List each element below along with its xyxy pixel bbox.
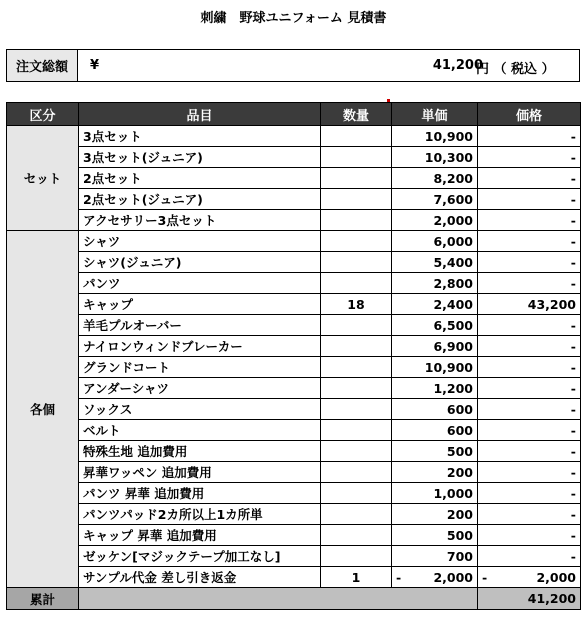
table-row (7, 315, 581, 336)
quantity-cell[interactable] (321, 315, 392, 336)
item-cell[interactable]: アクセサリー3点セット (79, 210, 321, 231)
currency-symbol: ¥ (90, 58, 100, 73)
table-row (7, 189, 581, 210)
item-cell[interactable]: グランドコート (79, 357, 321, 378)
price-cell[interactable]: - (478, 336, 581, 357)
table-row (7, 273, 581, 294)
table-row (7, 504, 581, 525)
order-total-value (78, 50, 579, 81)
item-cell[interactable]: キャップ (79, 294, 321, 315)
unit-price-cell[interactable]: 700 (392, 546, 478, 567)
quantity-cell[interactable] (321, 126, 392, 147)
table-row (7, 294, 581, 315)
order-total-box (6, 49, 580, 82)
price-cell[interactable]: - (478, 399, 581, 420)
unit-price-cell[interactable]: 1,200 (392, 378, 478, 399)
item-cell[interactable]: ナイロンウィンドブレーカー (79, 336, 321, 357)
total-spacer (79, 588, 478, 610)
unit-price-cell[interactable]: 10,900 (392, 126, 478, 147)
category-cell: セット (7, 126, 79, 231)
item-cell[interactable]: パンツパッド2カ所以上1カ所単 (79, 504, 321, 525)
quantity-cell[interactable] (321, 441, 392, 462)
price-cell[interactable]: - (478, 546, 581, 567)
table-row (7, 483, 581, 504)
item-cell[interactable]: ベルト (79, 420, 321, 441)
unit-price-cell[interactable]: 500 (392, 525, 478, 546)
item-cell[interactable]: 3点セット (79, 126, 321, 147)
total-label: 累計 (7, 588, 79, 610)
order-total-label: 注文総額 (7, 50, 78, 81)
order-total-unit: 円 （ 税込 ） (476, 62, 555, 77)
header-price: 価格 (478, 103, 581, 126)
price-cell[interactable]: - (478, 231, 581, 252)
table-row (7, 462, 581, 483)
table-row (7, 441, 581, 462)
quantity-cell[interactable] (321, 462, 392, 483)
price-cell[interactable]: - (478, 525, 581, 546)
item-cell[interactable]: パンツ (79, 273, 321, 294)
price-cell[interactable]: - (478, 273, 581, 294)
table-row (7, 231, 581, 252)
quantity-cell[interactable] (321, 525, 392, 546)
unit-price-cell[interactable]: 2,400 (392, 294, 478, 315)
quantity-cell[interactable] (321, 273, 392, 294)
item-cell[interactable]: ソックス (79, 399, 321, 420)
quantity-cell[interactable] (321, 546, 392, 567)
item-cell[interactable]: 2点セット (79, 168, 321, 189)
table-row (7, 525, 581, 546)
price-cell[interactable]: - (478, 315, 581, 336)
quantity-cell[interactable] (321, 420, 392, 441)
item-cell[interactable]: ゼッケン[マジックテープ加工なし] (79, 546, 321, 567)
price-cell[interactable]: - (478, 483, 581, 504)
item-cell[interactable]: シャツ (79, 231, 321, 252)
estimate-table (6, 102, 581, 610)
table-body (7, 126, 581, 610)
unit-price-cell[interactable]: 200 (392, 462, 478, 483)
table-row (7, 546, 581, 567)
unit-price-cell[interactable]: 6,000 (392, 231, 478, 252)
price-cell[interactable]: - (478, 252, 581, 273)
table-row (7, 336, 581, 357)
quantity-cell[interactable] (321, 168, 392, 189)
table-row (7, 252, 581, 273)
table-row (7, 567, 581, 588)
quantity-cell[interactable] (321, 357, 392, 378)
quantity-cell[interactable]: 18 (321, 294, 392, 315)
price-cell[interactable]: - (478, 210, 581, 231)
table-row (7, 378, 581, 399)
unit-price-cell[interactable]: 8,200 (392, 168, 478, 189)
item-cell[interactable]: 羊毛プルオーバー (79, 315, 321, 336)
total-row (7, 588, 581, 610)
total-value: 41,200 (478, 588, 581, 610)
price-cell[interactable]: 43,200 (478, 294, 581, 315)
category-cell: 各個 (7, 231, 79, 588)
price-cell[interactable]: - (478, 504, 581, 525)
header-item: 品目 (79, 103, 321, 126)
unit-price-cell[interactable]: 10,300 (392, 147, 478, 168)
price-cell[interactable]: - (478, 462, 581, 483)
price-cell[interactable] (478, 567, 581, 588)
quantity-cell[interactable] (321, 210, 392, 231)
item-cell[interactable]: 3点セット(ジュニア) (79, 147, 321, 168)
unit-price-cell[interactable]: 200 (392, 504, 478, 525)
table-row (7, 126, 581, 147)
quantity-cell[interactable] (321, 189, 392, 210)
unit-price-cell[interactable]: 2,800 (392, 273, 478, 294)
table-header-row (7, 103, 581, 126)
item-cell[interactable]: パンツ 昇華 追加費用 (79, 483, 321, 504)
unit-price-cell[interactable]: 1,000 (392, 483, 478, 504)
quantity-cell[interactable] (321, 231, 392, 252)
table-row (7, 399, 581, 420)
price-cell[interactable]: - (478, 441, 581, 462)
unit-price-cell[interactable]: 6,900 (392, 336, 478, 357)
price-cell[interactable]: - (478, 168, 581, 189)
unit-price-cell[interactable]: 6,500 (392, 315, 478, 336)
price-cell[interactable]: - (478, 420, 581, 441)
document-title: 刺繍 野球ユニフォーム 見積書 (200, 11, 387, 26)
price-cell[interactable]: - (478, 378, 581, 399)
item-cell[interactable]: サンプル代金 差し引き返金 (79, 567, 321, 588)
quantity-cell[interactable] (321, 336, 392, 357)
table-row (7, 147, 581, 168)
price-cell[interactable]: - (478, 126, 581, 147)
order-total-amount: 41,200 (432, 58, 483, 73)
minus-sign: - (396, 569, 402, 585)
price-cell[interactable]: - (478, 189, 581, 210)
unit-price-cell[interactable]: 7,600 (392, 189, 478, 210)
unit-price-cell[interactable]: 5,400 (392, 252, 478, 273)
quantity-cell[interactable] (321, 504, 392, 525)
item-cell[interactable]: シャツ(ジュニア) (79, 252, 321, 273)
item-cell[interactable]: 昇華ワッペン 追加費用 (79, 462, 321, 483)
table-row (7, 420, 581, 441)
table-row (7, 357, 581, 378)
unit-price-value: 2,000 (433, 569, 473, 585)
price-value: 2,000 (536, 569, 576, 585)
quantity-cell[interactable] (321, 483, 392, 504)
item-cell[interactable]: キャップ 昇華 追加費用 (79, 525, 321, 546)
unit-price-cell[interactable]: 500 (392, 441, 478, 462)
unit-price-cell[interactable] (392, 567, 478, 588)
quantity-cell[interactable] (321, 399, 392, 420)
table-row (7, 210, 581, 231)
item-cell[interactable]: 2点セット(ジュニア) (79, 189, 321, 210)
quantity-cell[interactable]: 1 (321, 567, 392, 588)
header-quantity: 数量 (321, 103, 392, 126)
quantity-cell[interactable] (321, 378, 392, 399)
quantity-cell[interactable] (321, 252, 392, 273)
unit-price-cell[interactable]: 600 (392, 399, 478, 420)
item-cell[interactable]: アンダーシャツ (79, 378, 321, 399)
header-category: 区分 (7, 103, 79, 126)
item-cell[interactable]: 特殊生地 追加費用 (79, 441, 321, 462)
unit-price-cell[interactable]: 2,000 (392, 210, 478, 231)
quantity-cell[interactable] (321, 147, 392, 168)
table-row (7, 168, 581, 189)
unit-price-cell[interactable]: 10,900 (392, 357, 478, 378)
header-unit-price: 単価 (392, 103, 478, 126)
unit-price-cell[interactable]: 600 (392, 420, 478, 441)
price-cell[interactable]: - (478, 357, 581, 378)
price-cell[interactable]: - (478, 147, 581, 168)
minus-sign: - (482, 569, 488, 585)
